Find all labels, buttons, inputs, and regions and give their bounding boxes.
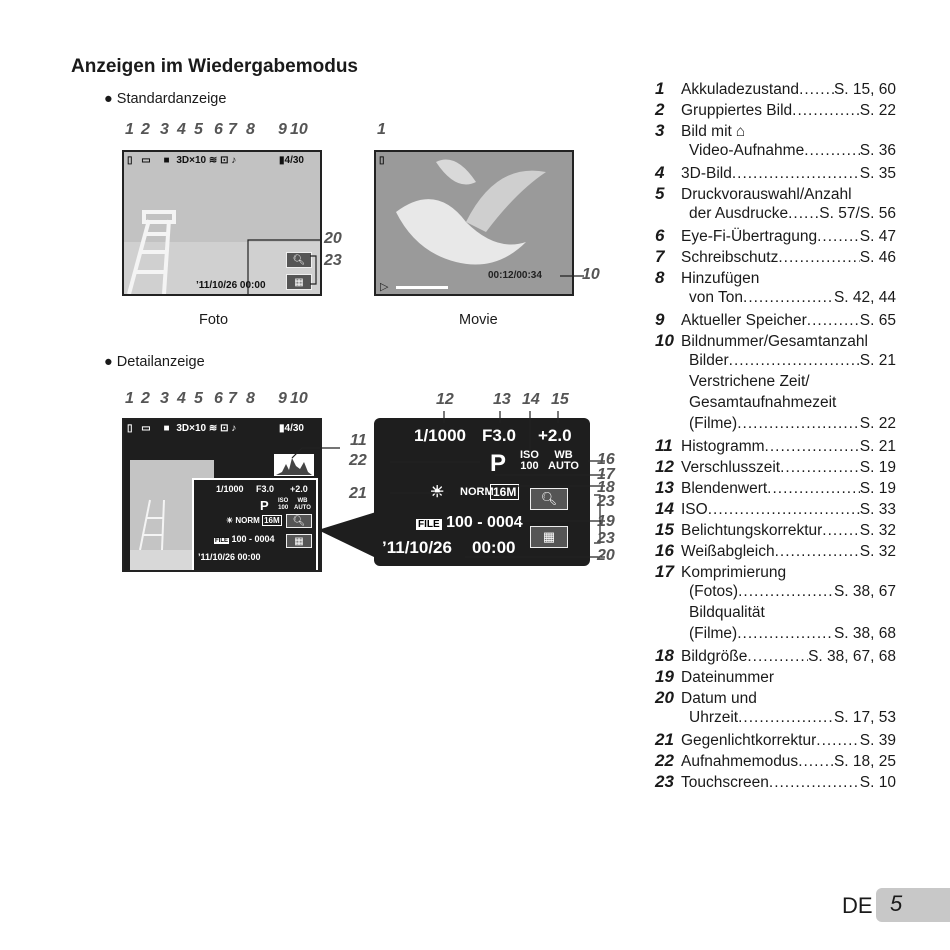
ref-continuation: Bildqualität	[689, 604, 765, 621]
ref-item-18	[655, 646, 896, 667]
protect-icon: ⊡	[220, 423, 229, 434]
mode-small: P	[260, 498, 269, 513]
dcallout-14: 14	[522, 391, 540, 408]
ref-page: S. 15, 60	[833, 81, 896, 98]
3d-icon: 3D	[176, 155, 190, 166]
dcallout-17: 17	[597, 466, 615, 483]
dot-leader	[775, 543, 860, 561]
storage-icon: ■	[163, 423, 170, 434]
dcallout-23a: 23	[597, 493, 615, 510]
dcallout-11: 11	[350, 432, 367, 449]
ref-page: S. 38, 67, 68	[808, 648, 896, 665]
ref-text: Dateinummer	[681, 669, 775, 686]
backlight-icon-small: ☀	[226, 516, 234, 525]
ref-item-6	[655, 226, 896, 247]
dcallout-3: 3	[160, 390, 169, 407]
ref-item-11	[655, 436, 896, 457]
frame-count-text: 4/30	[284, 423, 304, 434]
detail-heading: ● Detailanzeige	[104, 354, 205, 370]
group-icon: ▭	[141, 423, 151, 434]
group-icon: ▭	[141, 155, 151, 166]
ref-number: 21	[655, 730, 674, 749]
magnifier-icon: 🔍︎	[292, 515, 306, 527]
ref-page: S. 47	[859, 228, 896, 245]
ref-continuation: Verstrichene Zeit/	[689, 373, 810, 390]
ev-small: +2.0	[290, 484, 308, 494]
ref-number: 16	[655, 541, 674, 560]
ref-item-10	[655, 331, 896, 352]
dot-leader	[817, 228, 860, 246]
wb-small: WB AUTO	[294, 498, 311, 511]
seagull-illustration	[376, 152, 572, 294]
dcallout-19: 19	[597, 513, 615, 530]
ev-large: +2.0	[538, 426, 572, 445]
dot-leader	[769, 774, 860, 792]
foto-status-bar	[127, 155, 236, 166]
ref-number: 6	[655, 226, 665, 245]
ref-page: S. 19	[859, 459, 896, 476]
battery-icon: ▯	[127, 423, 133, 434]
iso-small: ISO 100	[278, 498, 289, 511]
movie-label: Movie	[459, 312, 498, 328]
ref-text: Aufnahmemodus	[681, 753, 799, 770]
ref-item-23	[655, 772, 896, 793]
ref-continuation	[689, 142, 896, 163]
battery-icon: ▯	[127, 155, 133, 166]
ref-page: S. 22	[859, 415, 896, 432]
ref-item-13	[655, 478, 896, 499]
print-count: ×10	[189, 155, 207, 166]
callout-8: 8	[246, 121, 255, 138]
dot-leader	[708, 501, 860, 519]
callout-7: 7	[228, 121, 237, 138]
ref-number: 19	[655, 667, 674, 686]
ref-page: S. 38, 67	[833, 583, 896, 600]
dcallout-23b: 23	[597, 530, 615, 547]
ref-number: 12	[655, 457, 674, 476]
ref-text: Hinzufügen	[681, 270, 760, 287]
ref-text: der Ausdrucke	[689, 205, 789, 222]
ref-continuation	[689, 205, 896, 226]
ref-text: Gegenlichtkorrektur	[681, 732, 817, 749]
ref-page: S. 42, 44	[833, 289, 896, 306]
ref-page: S. 36	[859, 142, 896, 159]
ref-item-9	[655, 310, 896, 331]
dot-leader	[816, 732, 860, 750]
storage-icon: ■	[163, 155, 170, 166]
ref-text: Schreibschutz	[681, 249, 779, 266]
callout-4: 4	[177, 121, 186, 138]
backlight-icon: ☀	[430, 484, 445, 501]
progress-bar[interactable]	[396, 286, 448, 289]
ref-item-12	[655, 457, 896, 478]
callout-20-foto: 20	[324, 230, 342, 247]
movie-screen	[374, 150, 574, 296]
ref-item-20	[655, 688, 896, 709]
ref-text: Aktueller Speicher	[681, 312, 807, 329]
magnifier-icon: 🔍︎	[292, 254, 306, 266]
dcallout-12: 12	[436, 391, 454, 408]
movie-time: 00:12/00:34	[488, 270, 542, 281]
ref-number: 11	[655, 436, 673, 455]
dcallout-20: 20	[597, 547, 615, 564]
aperture-large: F3.0	[482, 426, 517, 445]
ref-text: Bildgröße	[681, 648, 748, 665]
dot-leader	[792, 102, 860, 120]
ref-item-16	[655, 541, 896, 562]
ref-text: (Filme)	[689, 625, 738, 642]
ref-text: Bilder	[689, 352, 729, 369]
ref-text: Bildnummer/Gesamtanzahl	[681, 333, 868, 350]
callout-23-foto: 23	[324, 252, 342, 269]
dot-leader	[747, 648, 808, 666]
ref-item-8	[655, 268, 896, 289]
ref-number: 3	[655, 121, 665, 140]
dot-leader	[767, 480, 860, 498]
footer-lang: DE	[842, 893, 873, 918]
quality-large: NORM	[460, 486, 494, 498]
ref-page: S. 21	[859, 352, 896, 369]
ref-continuation	[689, 415, 896, 436]
ref-number: 10	[655, 331, 674, 350]
sound-icon: ♪	[231, 155, 237, 166]
callout-1-movie: 1	[377, 121, 386, 138]
ref-text: von Ton	[689, 289, 744, 306]
dot-leader	[798, 753, 834, 771]
movie-camera-icon: ⌂	[735, 123, 746, 140]
ref-continuation: Gesamtaufnahmezeit	[689, 394, 837, 411]
ref-page: S. 19	[859, 480, 896, 497]
dot-leader	[788, 205, 819, 223]
ref-continuation	[689, 625, 896, 646]
ref-continuation	[689, 289, 896, 310]
frame-count-text: 4/30	[284, 155, 304, 166]
ref-text: Video-Aufnahme	[689, 142, 805, 159]
movie-battery-icon: ▯	[379, 155, 385, 166]
dcallout-5: 5	[194, 390, 203, 407]
ref-text: Blendenwert	[681, 480, 768, 497]
page-number: 5	[890, 891, 903, 916]
callout-10: 10	[290, 121, 308, 138]
ref-number: 20	[655, 688, 674, 707]
ref-number: 14	[655, 499, 674, 518]
dcallout-13: 13	[493, 391, 511, 408]
grid-icon: ▦	[294, 276, 304, 288]
magnifier-icon: 🔍︎	[540, 491, 558, 506]
iso-large: ISO 100	[520, 449, 539, 472]
ref-text: Touchscreen	[681, 774, 769, 791]
ref-item-1	[655, 79, 896, 100]
detail-status-bar	[127, 423, 236, 434]
ref-page: S. 21	[859, 438, 896, 455]
ref-number: 22	[655, 751, 674, 770]
callout-10-movie: 10	[582, 266, 600, 283]
ref-item-15	[655, 520, 896, 541]
shutter-large: 1/1000	[414, 426, 466, 445]
foto-label: Foto	[199, 312, 229, 328]
eyefi-icon: ≋	[208, 423, 218, 434]
callout-3: 3	[160, 121, 169, 138]
print-count: ×10	[189, 423, 207, 434]
ref-number: 7	[655, 247, 665, 266]
dcallout-2: 2	[141, 390, 150, 407]
dot-leader	[737, 415, 860, 433]
ref-text: Akkuladezustand	[681, 81, 800, 98]
ref-continuation	[689, 352, 896, 373]
ref-page: S. 22	[859, 102, 896, 119]
ref-continuation	[689, 583, 896, 604]
date-small: ’11/10/26 00:00	[198, 552, 261, 562]
std-heading: ● Standardanzeige	[104, 91, 227, 107]
shutter-small: 1/1000	[216, 484, 244, 494]
file-no-small: FILE 100 - 0004	[215, 534, 275, 544]
ref-number: 9	[655, 310, 665, 329]
ref-text: Datum und	[681, 690, 757, 707]
dcallout-6: 6	[214, 390, 223, 407]
ref-text: Uhrzeit	[689, 709, 739, 726]
foto-date: ’11/10/26 00:00	[196, 280, 266, 291]
wb-large: WB AUTO	[548, 449, 579, 472]
ref-page: S. 18, 25	[833, 753, 896, 770]
ref-item-2	[655, 100, 896, 121]
ref-item-19	[655, 667, 896, 688]
ref-text: Verschlusszeit	[681, 459, 781, 476]
ref-page: S. 17, 53	[833, 709, 896, 726]
ref-number: 1	[655, 79, 665, 98]
quality-small: ☀ NORM 16M	[226, 516, 280, 525]
dot-leader	[765, 438, 860, 456]
detail-callout-lines	[360, 395, 620, 570]
ref-item-4	[655, 163, 896, 184]
play-icon[interactable]: ▷	[380, 281, 389, 293]
callout-6: 6	[214, 121, 223, 138]
callout-2: 2	[141, 121, 150, 138]
dot-leader	[732, 165, 860, 183]
dot-leader	[729, 352, 860, 370]
dcallout-10: 10	[290, 390, 308, 407]
ref-text: Histogramm	[681, 438, 765, 455]
eyefi-icon: ≋	[208, 155, 218, 166]
ref-page: S. 35	[859, 165, 896, 182]
dot-leader	[822, 522, 860, 540]
dcallout-21: 21	[349, 485, 367, 502]
dcallout-1: 1	[125, 390, 134, 407]
ref-item-22	[655, 751, 896, 772]
ref-page: S. 38, 68	[833, 625, 896, 642]
dcallout-7: 7	[228, 390, 237, 407]
file-no-large: FILE 100 - 0004	[418, 514, 523, 531]
ref-number: 23	[655, 772, 674, 791]
foto-frame-count: ▮4/30	[279, 155, 304, 166]
detail-frame-count: ▮4/30	[279, 423, 304, 434]
dot-leader	[737, 625, 834, 643]
dcallout-16: 16	[597, 451, 615, 468]
dcallout-15: 15	[551, 391, 569, 408]
ref-item-7	[655, 247, 896, 268]
ref-number: 13	[655, 478, 674, 497]
dot-leader	[738, 709, 834, 727]
dot-leader	[807, 312, 860, 330]
callout-9: 9	[278, 121, 287, 138]
page-title: Anzeigen im Wiedergabemodus	[71, 56, 358, 77]
ref-text: (Fotos)	[689, 583, 739, 600]
ref-text: (Filme)	[689, 415, 738, 432]
mode-large: P	[490, 450, 507, 477]
detail-heading-text: Detailanzeige	[116, 354, 205, 370]
ref-number: 18	[655, 646, 674, 665]
ref-page: S. 39	[859, 732, 896, 749]
ref-text: Belichtungskorrektur	[681, 522, 823, 539]
aperture-small: F3.0	[256, 484, 275, 494]
size-large: 16M	[490, 484, 519, 500]
ref-text: Gruppiertes Bild	[681, 102, 793, 119]
ref-text: Bild mit	[681, 123, 732, 140]
ref-page: S. 10	[859, 774, 896, 791]
ref-number: 5	[655, 184, 665, 203]
dcallout-8: 8	[246, 390, 255, 407]
ref-number: 17	[655, 562, 674, 581]
ref-text: Druckvorauswahl/Anzahl	[681, 186, 852, 203]
callout-1: 1	[125, 121, 134, 138]
time-large: 00:00	[472, 538, 516, 557]
dcallout-18: 18	[597, 479, 615, 496]
ref-number: 15	[655, 520, 674, 539]
ref-page: S. 57/S. 56	[819, 205, 896, 222]
dcallout-22: 22	[349, 452, 367, 469]
ref-text: Weißabgleich	[681, 543, 775, 560]
ref-page: S. 32	[859, 543, 896, 560]
page-tab	[876, 888, 950, 922]
dot-leader	[804, 142, 860, 160]
date-large: ’11/10/26	[382, 538, 452, 557]
ref-page: S. 65	[859, 312, 896, 329]
ref-number: 2	[655, 100, 665, 119]
ref-number: 4	[655, 163, 665, 182]
ref-item-17	[655, 562, 896, 583]
callout-5: 5	[194, 121, 203, 138]
ref-text: 3D-Bild	[681, 165, 732, 182]
ref-page: S. 32	[859, 522, 896, 539]
3d-icon: 3D	[176, 423, 190, 434]
grid-icon: ▦	[542, 529, 556, 544]
ref-item-14	[655, 499, 896, 520]
dot-leader	[780, 459, 860, 477]
sound-icon: ♪	[231, 423, 237, 434]
dot-leader	[738, 583, 834, 601]
dot-leader	[799, 81, 834, 99]
protect-icon: ⊡	[220, 155, 229, 166]
dcallout-9: 9	[278, 390, 287, 407]
ref-text: Komprimierung	[681, 564, 787, 581]
dot-leader	[743, 289, 834, 307]
ref-item-21	[655, 730, 896, 751]
ref-text: ISO	[681, 501, 708, 518]
dot-leader	[778, 249, 859, 267]
ref-text: Eye-Fi-Übertragung	[681, 228, 818, 245]
ref-item-5	[655, 184, 896, 205]
ref-page: S. 33	[859, 501, 896, 518]
ref-item-3	[655, 121, 896, 142]
ref-number: 8	[655, 268, 665, 287]
ref-continuation	[689, 709, 896, 730]
ref-page: S. 46	[859, 249, 896, 266]
grid-icon: ▦	[294, 535, 304, 547]
dcallout-4: 4	[177, 390, 186, 407]
std-heading-text: Standardanzeige	[116, 91, 227, 107]
